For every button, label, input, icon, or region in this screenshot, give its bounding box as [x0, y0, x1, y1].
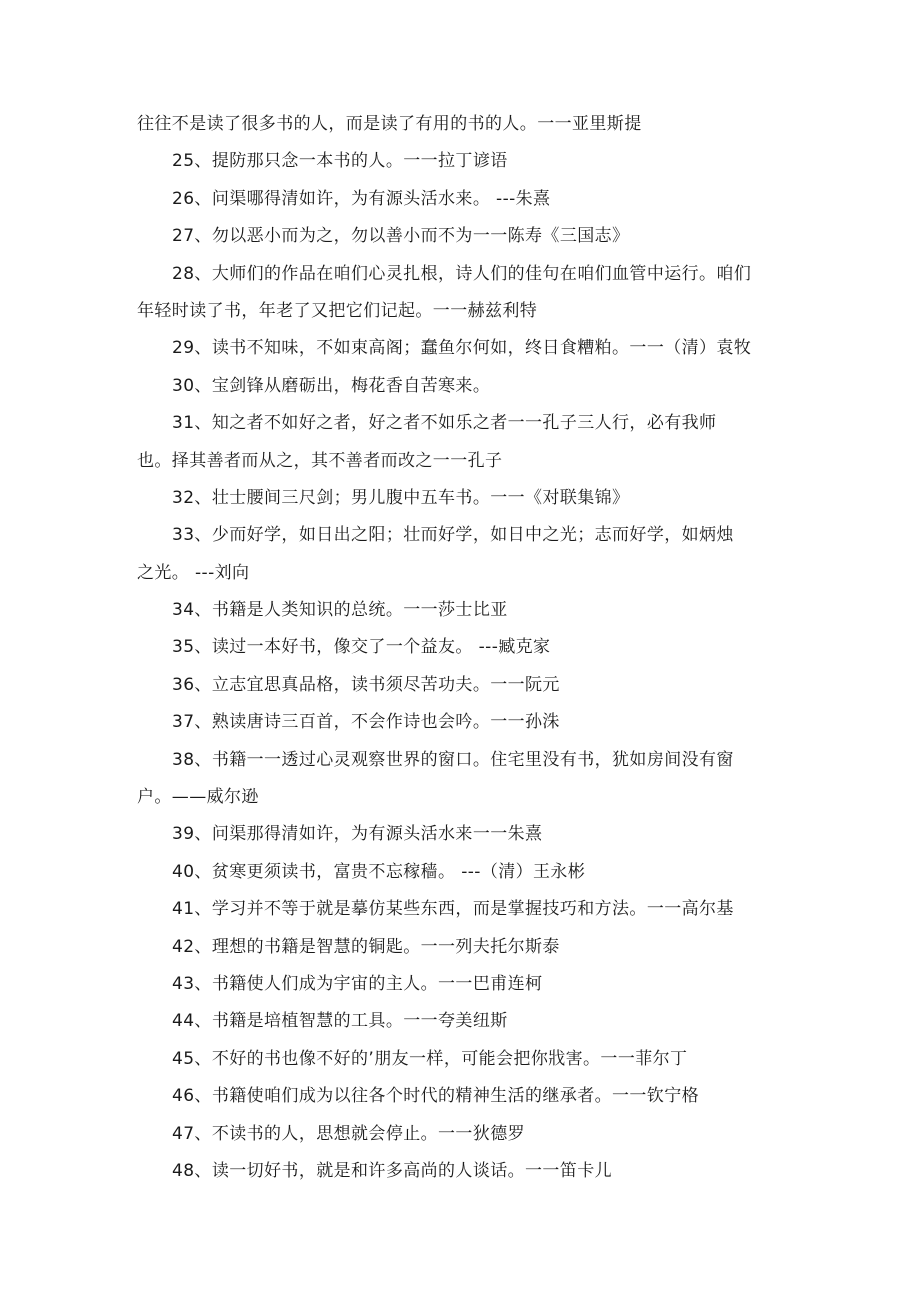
- text-line: 43、书籍使人们成为宇宙的主人。一一巴甫连柯: [172, 973, 543, 994]
- text-line: 36、立志宜思真品格，读书须尽苦功夫。一一阮元: [172, 674, 560, 695]
- text-line: 35、读过一本好书，像交了一个益友。 ---臧克家: [172, 637, 551, 658]
- text-line: 30、宝剑锋从磨砺出，梅花香自苦寒来。: [172, 375, 491, 396]
- text-line: 47、不读书的人，思想就会停止。一一狄德罗: [172, 1123, 526, 1144]
- text-line: 32、壮士腰间三尺剑；男儿腹中五车书。一一《对联集锦》: [172, 487, 630, 508]
- text-line: 37、熟读唐诗三百首，不会作诗也会吟。一一孙洙: [172, 712, 560, 733]
- text-line: 45、不好的书也像不好的’朋友一样，可能会把你戕害。一一菲尔丁: [172, 1048, 688, 1069]
- text-line: 27、勿以恶小而为之，勿以善小而不为一一陈寿《三国志》: [172, 226, 630, 247]
- text-line: 34、书籍是人类知识的总统。一一莎士比亚: [172, 600, 508, 621]
- quote-list: [137, 106, 797, 1190]
- text-line: 年轻时读了书，年老了又把它们记起。一一赫兹利特: [137, 300, 538, 321]
- text-line: 往往不是读了很多书的人，而是读了有用的书的人。一一亚里斯提: [137, 114, 642, 134]
- text-line: 48、读一切好书，就是和许多高尚的人谈话。一一笛卡儿: [172, 1160, 613, 1181]
- text-line: 之光。 ---刘向: [137, 562, 250, 583]
- text-line: 33、少而好学，如日出之阳；壮而好学，如日中之光；志而好学，如炳烛: [172, 525, 734, 546]
- text-line: 31、知之者不如好之者，好之者不如乐之者一一孔子三人行，必有我师: [172, 413, 717, 434]
- text-line: 41、学习并不等于就是摹仿某些东西，而是掌握技巧和方法。一一高尔基: [172, 899, 734, 920]
- text-line: 29、读书不知味，不如束高阁；蠢鱼尔何如，终日食糟粕。一一（清）袁牧: [172, 338, 752, 359]
- text-line: 也。择其善者而从之，其不善者而改之一一孔子: [137, 450, 503, 471]
- text-line: 46、书籍使咱们成为以往各个时代的精神生活的继承者。一一钦宁格: [172, 1086, 700, 1107]
- text-line: 28、大师们的作品在咱们心灵扎根，诗人们的佳句在咱们血管中运行。咱们: [172, 263, 752, 284]
- text-line: 38、书籍一一透过心灵观察世界的窗口。住宅里没有书，犹如房间没有窗: [172, 749, 734, 770]
- text-line: 40、贫寒更须读书，富贵不忘稼穑。 ---（清）王永彬: [172, 861, 586, 882]
- text-line: 户。——威尔逊: [137, 787, 259, 808]
- text-line: 25、提防那只念一本书的人。一一拉丁谚语: [172, 151, 508, 172]
- text-line: 26、问渠哪得清如许，为有源头活水来。 ---朱熹: [172, 188, 551, 209]
- text-line: 44、书籍是培植智慧的工具。一一夸美纽斯: [172, 1011, 508, 1032]
- text-line: 42、理想的书籍是智慧的铜匙。一一列夫托尔斯泰: [172, 936, 560, 957]
- text-line: 39、问渠那得清如许，为有源头活水来一一朱熹: [172, 824, 543, 845]
